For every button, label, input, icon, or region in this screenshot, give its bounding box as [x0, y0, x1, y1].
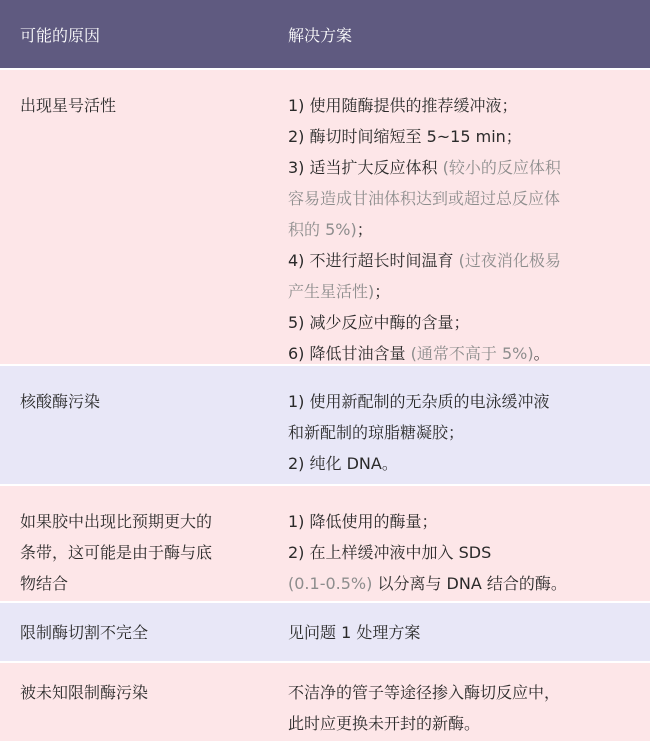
- solution-line: [288, 417, 638, 448]
- solution-line: [288, 90, 638, 121]
- solution-line: [288, 276, 638, 307]
- solution-text: 2) 酶切时间缩短至 5~15 min；: [288, 127, 522, 146]
- table-row: [0, 486, 650, 603]
- solution-line: [288, 506, 638, 537]
- solution-text: 2) 纯化 DNA。: [288, 454, 398, 473]
- solution-text: 。: [533, 344, 550, 363]
- cause-cell: 被未知限制酶污染: [20, 683, 149, 702]
- solution-text: 以分离与 DNA 结合的酶。: [372, 574, 567, 593]
- solution-cell: [268, 486, 650, 601]
- solution-line: [288, 708, 638, 739]
- solution-text: 此时应更换未开封的新酶。: [288, 714, 481, 733]
- solution-cell: [268, 603, 650, 661]
- solution-text: ；: [374, 282, 391, 301]
- cause-cell: [0, 486, 268, 601]
- solution-text: 见问题 1 处理方案: [288, 623, 421, 642]
- solution-line: [288, 245, 638, 276]
- solution-line: [288, 214, 638, 245]
- solution-line: [288, 183, 638, 214]
- note-text: 积的 5%): [288, 220, 357, 239]
- solution-line: [288, 617, 638, 648]
- solution-text: 1) 降低使用的酶量；: [288, 512, 438, 531]
- header-cause: 可能的原因: [20, 25, 101, 45]
- solution-text: 不洁净的管子等途径掺入酶切反应中，: [288, 683, 561, 702]
- solution-cell: [268, 366, 650, 484]
- solution-text: 2) 在上样缓冲液中加入 SDS: [288, 543, 492, 562]
- solution-cell: [268, 70, 650, 364]
- solution-line: [288, 677, 638, 708]
- solution-line: [288, 338, 638, 369]
- cause-line: 如果胶中出现比预期更大的: [20, 512, 213, 531]
- note-text: (0.1-0.5%): [288, 574, 373, 593]
- cause-line: 物结合: [20, 574, 69, 593]
- header-solution: 解决方案: [288, 25, 353, 45]
- note-text: (较小的反应体积: [442, 158, 561, 177]
- solution-line: [288, 121, 638, 152]
- solution-text: 和新配制的琼脂糖凝胶；: [288, 423, 465, 442]
- note-text: 产生星活性): [288, 282, 375, 301]
- table-header: [0, 0, 650, 70]
- solution-line: [288, 307, 638, 338]
- table-row: [0, 663, 650, 743]
- table-row: [0, 603, 650, 663]
- solution-text: 4) 不进行超长时间温育: [288, 251, 459, 270]
- solution-line: [288, 537, 638, 568]
- note-text: 容易造成甘油体积达到或超过总反应体: [288, 189, 561, 208]
- solution-text: 3) 适当扩大反应体积: [288, 158, 443, 177]
- note-text: (通常不高于 5%): [410, 344, 534, 363]
- solution-text: 6) 降低甘油含量: [288, 344, 411, 363]
- cause-cell: 出现星号活性: [20, 96, 117, 115]
- cause-cell: 核酸酶污染: [20, 392, 101, 411]
- solution-text: 1) 使用随酶提供的推荐缓冲液；: [288, 96, 518, 115]
- solution-text: 1) 使用新配制的无杂质的电泳缓冲液: [288, 392, 550, 411]
- solution-line: [288, 568, 638, 599]
- solution-text: 5) 减少反应中酶的含量；: [288, 313, 470, 332]
- solution-text: ；: [356, 220, 373, 239]
- solution-line: [288, 152, 638, 183]
- table-row: [0, 366, 650, 486]
- table-row: [0, 70, 650, 366]
- solution-line: [288, 448, 638, 479]
- cause-cell: 限制酶切割不完全: [20, 623, 149, 642]
- solution-line: [288, 386, 638, 417]
- solution-cell: [268, 663, 650, 741]
- note-text: (过夜消化极易: [458, 251, 561, 270]
- cause-line: 条带，这可能是由于酶与底: [20, 543, 213, 562]
